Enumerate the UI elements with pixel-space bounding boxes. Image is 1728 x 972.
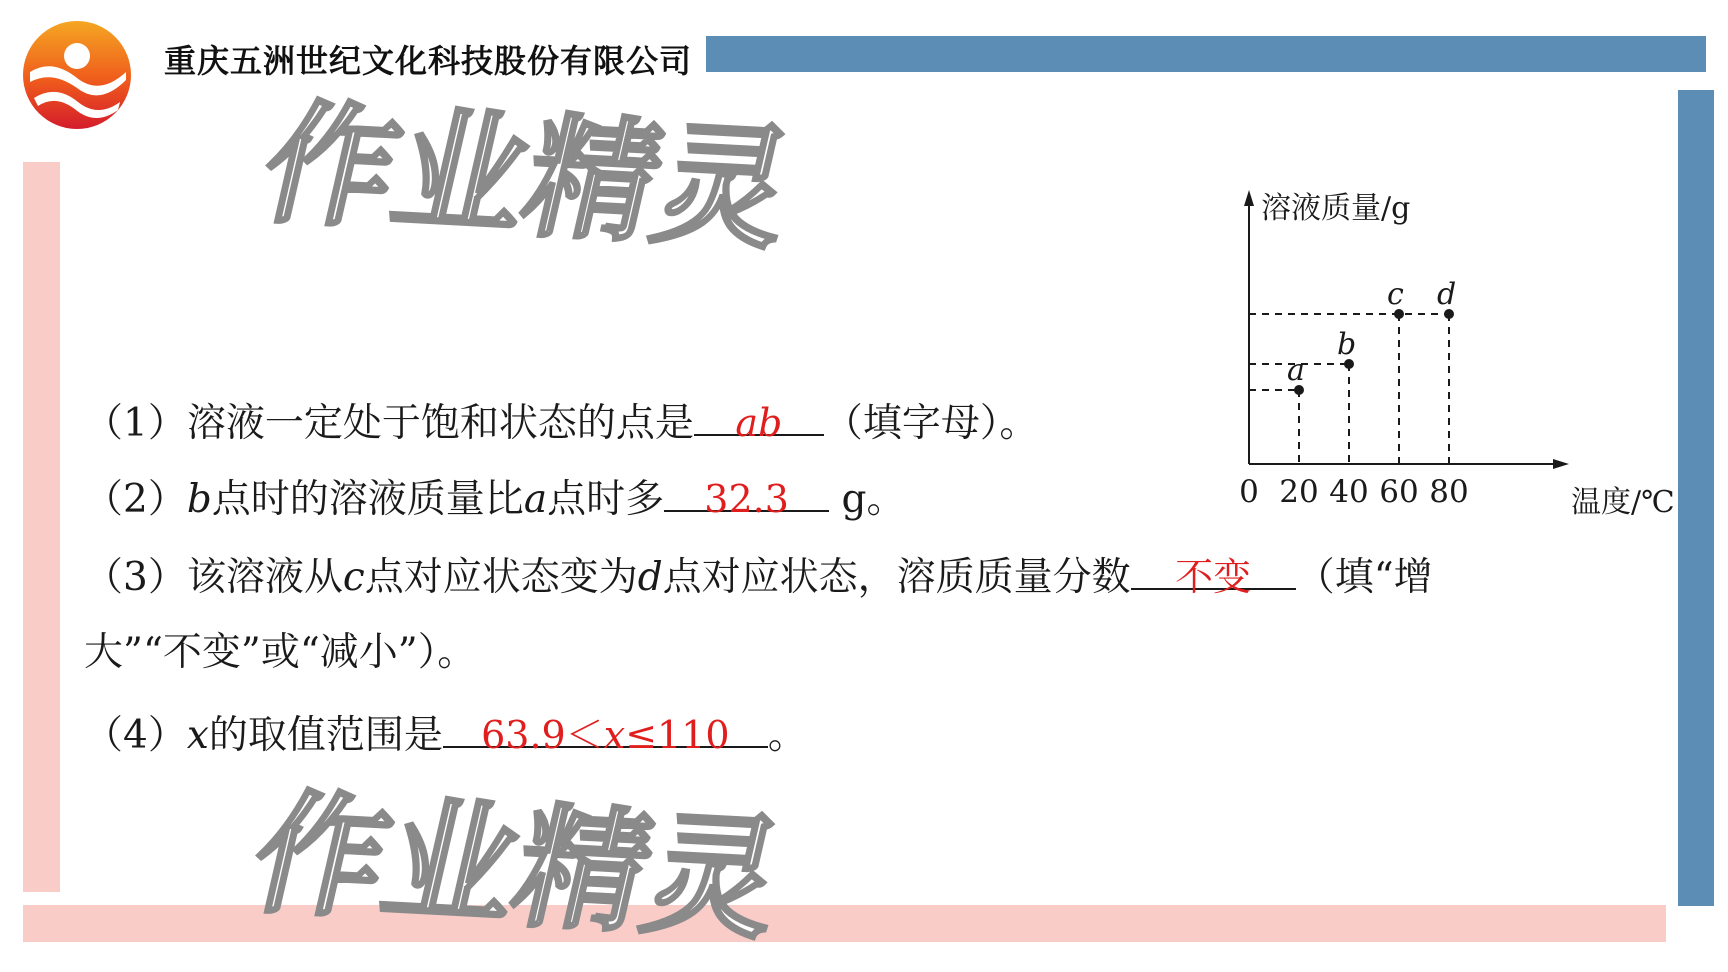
x-tick-label: 20 <box>1279 474 1319 510</box>
question-number: （4） <box>84 713 187 758</box>
question-text: 点时多 <box>547 477 665 522</box>
question-text: 的取值范围是 <box>208 713 443 758</box>
solubility-chart <box>1225 182 1675 522</box>
question-text: 点对应状态，溶质质量分数 <box>662 555 1131 600</box>
question-text: g。 <box>829 477 906 522</box>
point-label: c <box>1387 277 1404 312</box>
watermark-bottom <box>238 777 820 959</box>
question-text: （填“增 <box>1295 555 1433 600</box>
answer-text: 不变 <box>1175 555 1252 599</box>
watermark-text: 作业精灵 <box>248 87 807 269</box>
point-label: b <box>1337 327 1357 362</box>
question-text: 点对应状态变为 <box>364 555 638 600</box>
x-tick-label: 40 <box>1329 474 1369 510</box>
x-axis-arrow <box>1553 459 1569 469</box>
variable: a <box>523 477 548 522</box>
question-text: 溶液一定处于饱和状态的点是 <box>186 401 694 446</box>
question-3-continuation: 大”“不变”或“减小”）。 <box>84 630 477 675</box>
left-decor-bar <box>23 162 60 892</box>
company-name: 重庆五洲世纪文化科技股份有限公司 <box>164 42 693 80</box>
question-number: （1） <box>84 401 187 446</box>
answer-blank <box>694 398 824 445</box>
x-axis-label: 温度/℃ <box>1571 485 1675 520</box>
company-logo <box>22 20 132 130</box>
x-tick-label: 80 <box>1429 474 1469 510</box>
question-2 <box>84 474 906 522</box>
answer-text: ab <box>735 401 783 445</box>
question-text: 点时的溶液质量比 <box>211 477 524 522</box>
question-number: （3） <box>84 555 187 600</box>
variable: x <box>186 713 209 758</box>
answer-text <box>443 713 768 757</box>
x-tick-label: 0 <box>1239 474 1259 510</box>
question-4 <box>84 710 807 758</box>
point-label: a <box>1287 353 1305 388</box>
answer-text: 32.3 <box>704 477 789 521</box>
question-text: （填字母）。 <box>823 401 1039 446</box>
watermark-text: 作业精灵 <box>238 777 797 959</box>
point-label: d <box>1437 277 1457 312</box>
question-text: 。 <box>767 713 807 758</box>
answer-variable: x <box>603 713 626 757</box>
answer-part: 63.9＜ <box>481 713 604 757</box>
header-bar <box>706 36 1706 72</box>
variable: d <box>637 555 663 600</box>
question-text: 该溶液从 <box>186 555 343 600</box>
y-axis-label: 溶液质量/g <box>1261 191 1411 226</box>
question-3 <box>84 552 1433 600</box>
variable: c <box>342 555 365 600</box>
answer-blank <box>1131 552 1296 599</box>
question-number: （2） <box>84 477 187 522</box>
answer-part: ≤110 <box>625 713 730 757</box>
question-1 <box>84 398 1039 446</box>
answer-blank <box>443 710 768 757</box>
watermark-top <box>248 87 830 269</box>
right-decor-bar <box>1678 90 1714 906</box>
x-tick-label: 60 <box>1379 474 1419 510</box>
variable: b <box>186 477 212 522</box>
y-axis-arrow <box>1244 190 1254 206</box>
answer-blank <box>664 474 829 521</box>
